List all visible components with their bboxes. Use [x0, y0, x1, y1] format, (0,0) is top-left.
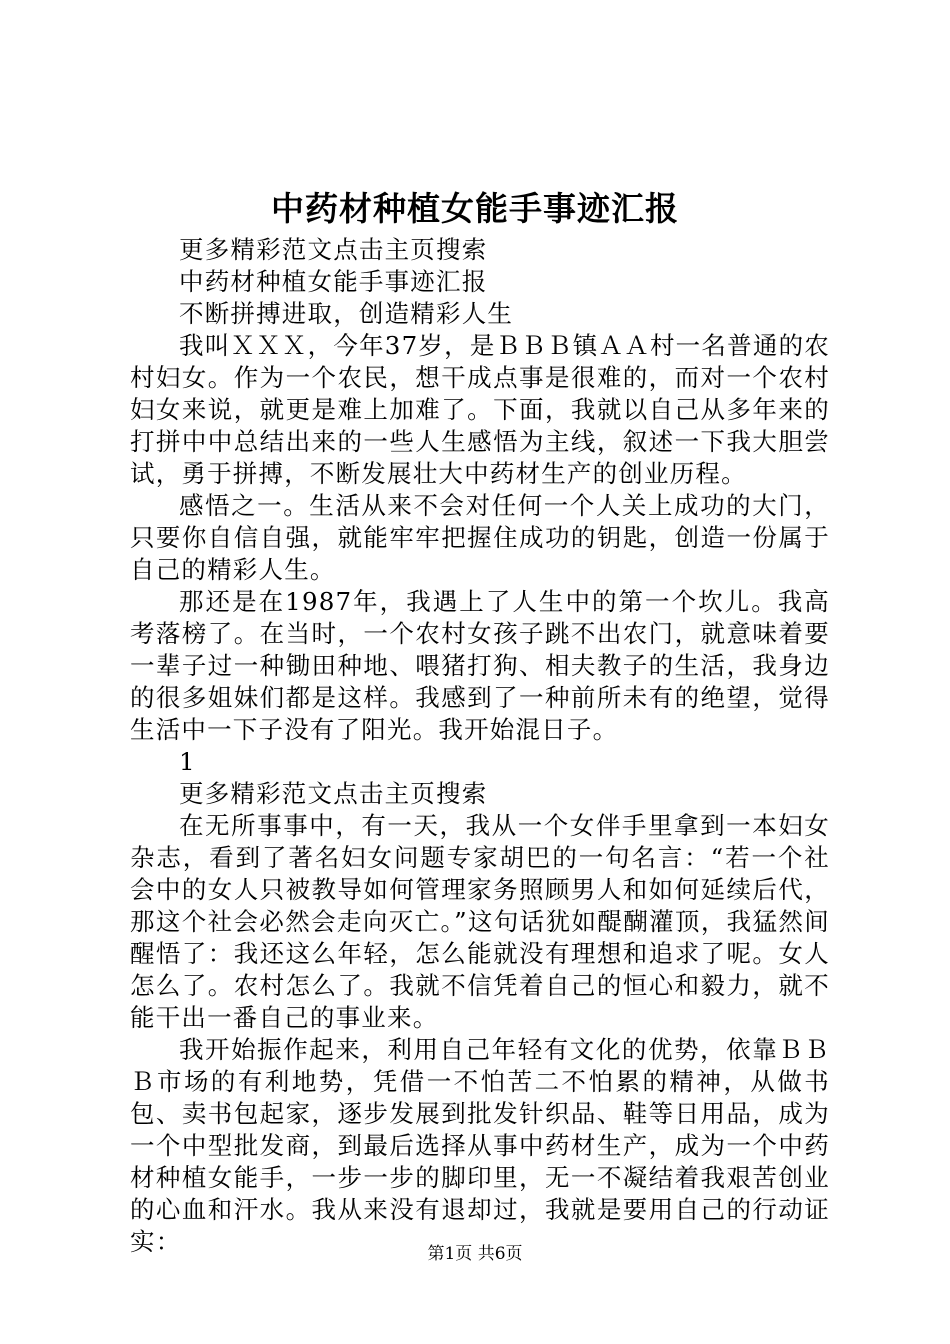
paragraph: 不断拼搏进取，创造精彩人生 — [179, 299, 514, 328]
document-body — [130, 234, 830, 1258]
page-footer: 第1页 共6页 — [427, 1244, 523, 1264]
inline-page-number: 1 — [179, 747, 196, 776]
paragraph: 感悟之一。生活从来不会对任何一个人关上成功的大门，只要你自信自强，就能牢牢把握住成功的钥匙，创造一份属于自己的精彩人生。 — [130, 491, 830, 584]
document-title: 中药材种植女能手事迹汇报 — [271, 189, 679, 228]
paragraph: 更多精彩范文点击主页搜索 — [179, 779, 488, 808]
paragraph: 那还是在1987年，我遇上了人生中的第一个坎儿。我高考落榜了。在当时，一个农村女孩子跳不出农门，就意味着要一辈子过一种锄田种地、喂猪打狗、相夫教子的生活，我身边的很多姐妹们都是这样。我感到了一种前所未有的绝望，觉得生活中一下子没有了阳光。我开始混日子。 — [130, 587, 830, 744]
paragraph: 我开始振作起来，利用自己年轻有文化的优势，依靠ＢＢＢ市场的有利地势，凭借一不怕苦二不怕累的精神，从做书包、卖书包起家，逐步发展到批发针织品、鞋等日用品，成为一个中型批发商，到最后选择从事中药材生产，成为一个中药材种植女能手，一步一步的脚印里，无一不凝结着我艰苦创业的心血和汗水。我从来没有退却过，我就是要用自己的行动证实： — [130, 1035, 830, 1256]
paragraph: 更多精彩范文点击主页搜索 — [179, 235, 488, 264]
paragraph: 在无所事事中，有一天，我从一个女伴手里拿到一本妇女杂志，看到了著名妇女问题专家胡巴的一句名言：“若一个社会中的女人只被教导如何管理家务照顾男人和如何延续后代，那这个社会必然会走向灭亡。”这句话犹如醍醐灌顶，我猛然间醒悟了：我还这么年轻，怎么能就没有理想和追求了呢。女人怎么了。农村怎么了。我就不信凭着自己的恒心和毅力，就不能干出一番自己的事业来。 — [130, 811, 830, 1032]
paragraph: 我叫ＸＸＸ，今年37岁，是ＢＢＢ镇ＡＡ村一名普通的农村妇女。作为一个农民，想干成点事是很难的，而对一个农村妇女来说，就更是难上加难了。下面，我就以自己从多年来的打拼中中总结出来的一些人生感悟为主线，叙述一下我大胆尝试，勇于拼搏，不断发展壮大中药材生产的创业历程。 — [130, 331, 830, 488]
paragraph: 中药材种植女能手事迹汇报 — [179, 267, 488, 296]
